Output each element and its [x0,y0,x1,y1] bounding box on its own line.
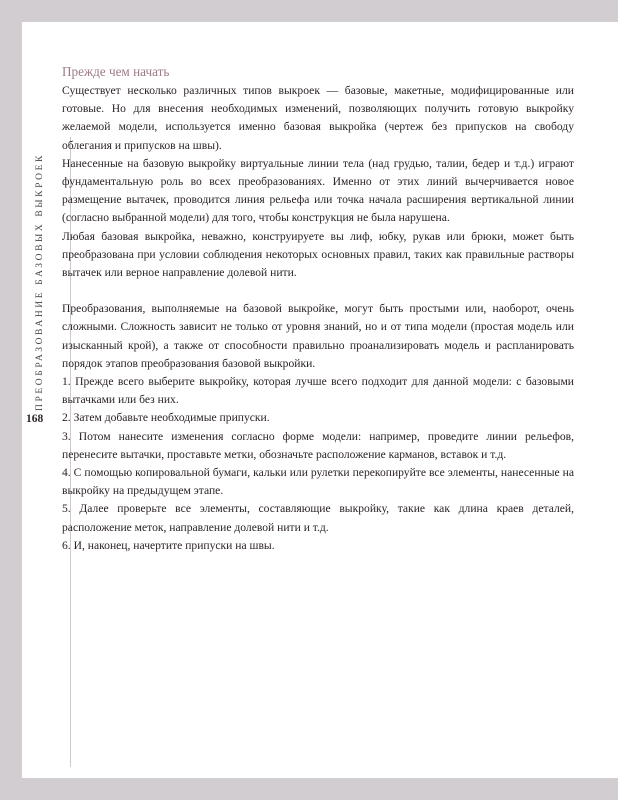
step-item: 1. Прежде всего выберите выкройку, которая лучше всего подходит для данной модели: с базовыми вытачками или без них. [62,375,574,407]
main-text [62,62,574,555]
running-section-title [29,143,51,421]
paragraph: Любая базовая выкройка, неважно, конструируете вы лиф, юбку, рукав или брюки, может быть преобразована при условии соблюдения некоторых основных правил, таких как правильные растворы вытачек или верное направление долевой нити. [62,229,574,280]
section-heading: Прежде чем начать [62,64,170,79]
running-section-title-text: ПРЕОБРАЗОВАНИЕ БАЗОВЫХ ВЫКРОЕК [35,153,45,411]
paragraph: Существует несколько различных типов выкроек — базовые, макетные, модифицированные или готовые. Но для внесения необходимых изменений, позволяющих получить готовую выкройку желаемой модели, используется именно базовая выкройка (чертеж без припусков на свободу облегания и припусков на швы). [62,84,574,152]
paragraph-gap [62,282,574,300]
step-item: 4. С помощью копировальной бумаги, кальки или рулетки перекопируйте все элементы, нанесенные на выкройку на предыдущем этапе. [62,466,574,498]
page-number: 168 [26,413,44,425]
step-item: 6. И, наконец, начертите припуски на швы. [62,538,275,552]
step-item: 5. Далее проверьте все элементы, составляющие выкройку, такие как длина краев деталей, расположение меток, направление долевой нити и т.д. [62,502,574,534]
paragraph: Нанесенные на базовую выкройку виртуальные линии тела (над грудью, талии, бедер и т.д.) играют фундаментальную роль во всех преобразованиях. Именно от этих линий вычерчивается новое размещение вытачек, проводится линия рельефа или точка начала расширения вертикальной линии (согласно выбранной модели) для того, чтобы конструкция не была нарушена. [62,156,574,225]
book-page [22,22,618,778]
step-item: 2. Затем добавьте необходимые припуски. [62,411,270,425]
paragraph: Преобразования, выполняемые на базовой выкройке, могут быть простыми или, наоборот, очень сложными. Сложность зависит не только от уровня знаний, но и от типа модели (простая модель или изысканный крой), а также от способности правильно проанализировать модель и распланировать порядок этапов преобразования базовой выкройки. [62,302,574,370]
step-item: 3. Потом нанесите изменения согласно форме модели: например, проведите линии рельефов, перенесите вытачки, проставьте метки, обозначьте расположение карманов, вставок и т.д. [62,429,574,461]
